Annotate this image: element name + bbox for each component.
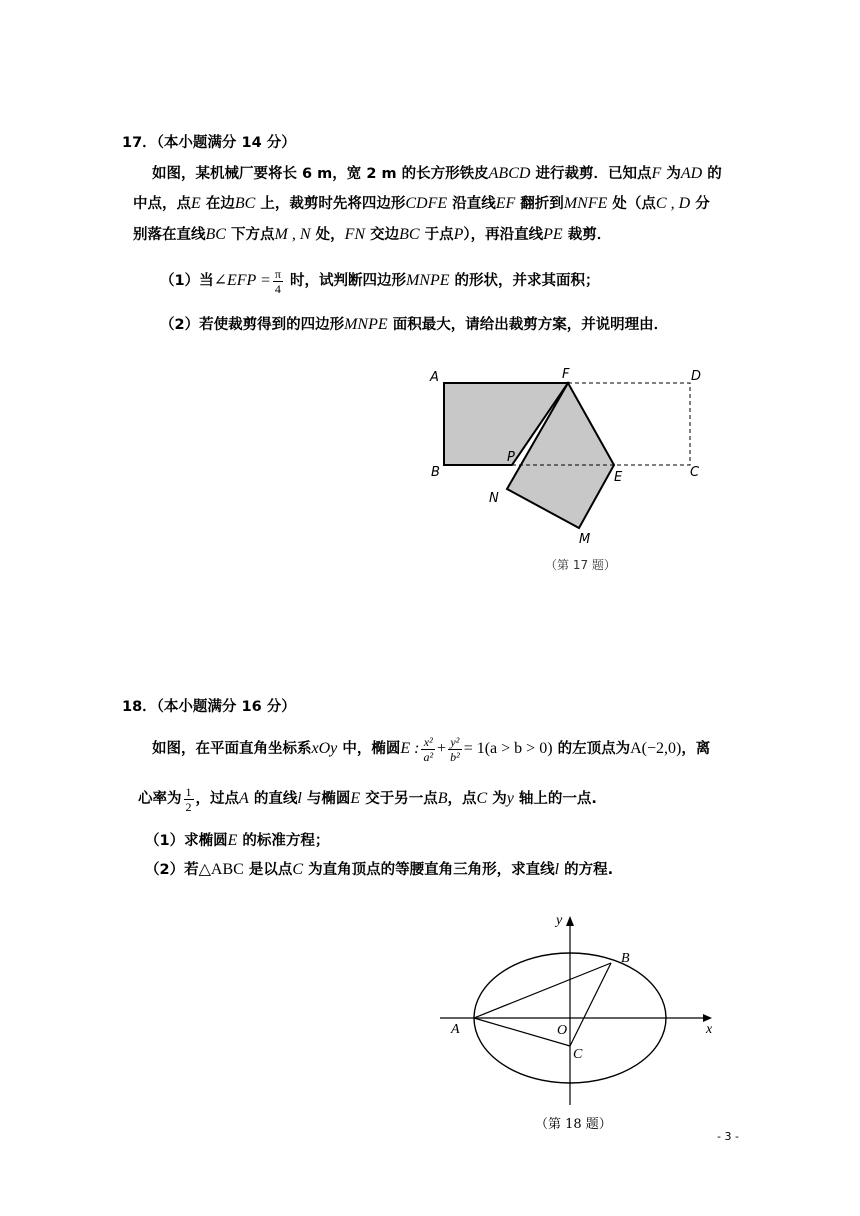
label-c-18: C <box>573 1047 583 1062</box>
segment-ac <box>474 1018 570 1046</box>
page-number: - 3 - <box>717 1130 739 1143</box>
problem-18-line-2: 心率为 $\frac{1}{2}$ ，过点A 的直线l 与椭圆E 交于另一点B，点C 为y 轴上的一点. <box>138 784 597 814</box>
problem-18-question-2: （2）若△ABC 是以点C 为直角顶点的等腰直角三角形，求直线l 的方程. <box>145 861 614 878</box>
segment-bc <box>570 963 611 1046</box>
label-c: C <box>690 465 700 480</box>
pi-over-4-fraction: $\frac{\pi}{4}$ <box>274 266 281 296</box>
label-e: E <box>614 470 623 485</box>
label-a: A <box>430 370 439 385</box>
label-n: N <box>489 491 499 506</box>
label-f: F <box>562 367 570 382</box>
label-b-18: B <box>621 951 630 966</box>
label-y: y <box>556 913 563 928</box>
figure-18-caption: （第 18 题） <box>535 1117 612 1132</box>
figure-17-caption: （第 17 题） <box>545 558 616 572</box>
label-a-18: A <box>451 1022 460 1037</box>
label-o: O <box>557 1023 568 1038</box>
problem-17-question-1: （1）当∠EFP = $\frac{\pi}{4}$ 时，试判断四边形MNPE 的形状，并求其面积； <box>160 266 600 296</box>
problem-18-line-1: 如图，在平面直角坐标系xOy 中，椭圆E : $\frac{\text{x²}}{\text{a²}}$ + $\frac{\text{y²}}{\text{b²}}$ = 1(a > b > 0) 的左顶点为A(−2,0)，离 <box>152 734 711 764</box>
one-half-fraction: $\frac{1}{2}$ <box>185 784 192 814</box>
label-b: B <box>431 465 440 480</box>
problem-17-header: 17．（本小题满分 14 分） <box>122 135 296 151</box>
problem-18-header: 18．（本小题满分 16 分） <box>122 699 296 715</box>
x-axis-arrow <box>703 1014 712 1022</box>
problem-17-question-2: （2）若使裁剪得到的四边形MNPE 面积最大，请给出裁剪方案，并说明理由． <box>160 316 669 333</box>
segment-ab <box>474 963 611 1018</box>
x-squared-fraction: $\frac{\text{x²}}{\text{a²}}$ <box>423 734 434 764</box>
label-p: P <box>507 450 515 465</box>
y-squared-fraction: $\frac{\text{y²}}{\text{b²}}$ <box>450 734 460 764</box>
problem-17-line-3: 别落在直线BC 下方点M , N 处，FN 交边BC 于点P），再沿直线PE 裁剪． <box>133 226 612 243</box>
problem-17-line-2: 中点，点E 在边BC 上，裁剪时先将四边形CDFE 沿直线EF 翻折到MNFE 处（点C , D 分 <box>133 195 710 212</box>
label-x: x <box>706 1022 713 1037</box>
problem-17-line-1: 如图，某机械厂要将长 6 m，宽 2 m 的长方形铁皮ABCD 进行裁剪．已知点F 为AD 的 <box>152 165 722 182</box>
problem-18-question-1: （1）求椭圆E 的标准方程； <box>145 832 330 849</box>
label-m: M <box>579 532 591 547</box>
y-axis-arrow <box>566 916 574 926</box>
label-d: D <box>691 369 702 384</box>
